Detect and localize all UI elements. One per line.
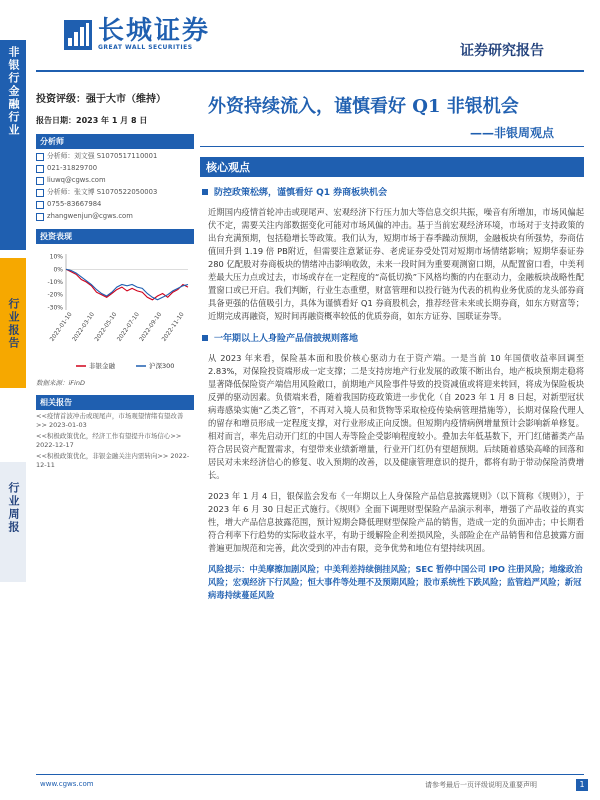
footer-url[interactable]: www.cgws.com	[40, 780, 94, 788]
related-section-head: 相关报告	[36, 395, 194, 410]
section-head-text: 防控政策松绑，谨慎看好 Q1 券商板块机会	[214, 188, 388, 198]
x-tick-label: 2022-11-10	[161, 311, 186, 343]
footer-divider	[36, 774, 584, 775]
y-tick-label: 10%	[49, 253, 63, 261]
main-content	[200, 156, 584, 602]
performance-chart-svg	[36, 248, 194, 376]
analyst-section-head: 分析师	[36, 134, 194, 149]
strip-industry-label: 非银行金融行业	[7, 46, 20, 137]
title-divider	[200, 146, 584, 147]
performance-chart	[36, 248, 194, 376]
analyst-line	[36, 164, 194, 173]
risk-label: 风险提示：	[208, 564, 250, 574]
x-tick-label: 2022-05-10	[94, 311, 119, 343]
legend-label: 沪深300	[149, 362, 175, 370]
series-line-0	[66, 269, 188, 300]
email-icon	[36, 213, 44, 221]
legend-label: 非银金融	[89, 362, 115, 370]
analyst-email[interactable]: liuwq@cgws.com	[47, 176, 106, 184]
report-date: 报告日期：2023 年 1 月 8 日	[36, 116, 148, 125]
x-tick-label: 2022-07-10	[116, 311, 141, 343]
risk-warning	[200, 563, 584, 602]
x-tick-label: 2022-09-10	[138, 311, 164, 343]
logo-text-cn: 长城证券	[98, 16, 211, 46]
logo-text-en: GREAT WALL SECURITIES	[98, 44, 193, 51]
left-strip	[0, 0, 26, 800]
report-subtitle: ——非银周观点	[470, 126, 555, 140]
page-number: 1	[576, 779, 588, 791]
chart-source: 数据来源：iFinD	[36, 379, 85, 387]
core-view-head: 核心观点	[200, 157, 584, 177]
analyst-text: 0755-83667984	[47, 200, 102, 208]
strip-report-kind	[0, 258, 26, 388]
paragraph-brokerage: 近期国内疫情首轮冲击或现尾声、宏观经济下行压力加大等信息交织共振，噪音有所增加，市场风偏起伏不定，需要关注内部数据变化可能对市场风偏的冲击。基于当前宏观经济环境，市场对于支持政策的出台充满预期，包括稳增长等政策。我们认为，短期市场于春季躁动预期，金融板块有所强势，券商估值回升到 1.19 倍 PB附近，但需要注意紧证券、老虎证券受处罚对短期市场情绪影响；短期华泰证券 280 亿配股对券商板块的情绪冲击影响收敛，未来一段时间为重要观测窗口期，从配置窗口看，中美利差最大压力点或过去，市场或存在一定程度的“高低切换”下风格均衡的内在驱动力，金融板块战略性配置窗口或已开启。我们判断，行业生态重塑，财富管理和以投行链为代表的机构业务优质的龙头部券商具备更强的估值吸引力，具体为谨慎看好 Q1 券商股机会，推荐经营未来或长期券商，如东方财富等；近期完成再融资，短时间再融资概率较低的优质券商，如东方证券、国联证券等。	[208, 207, 584, 321]
risk-text: 中美摩擦加剧风险；中美利差持续倒挂风险；SEC 暂停中国公司 IPO 注册风险；地缘政治风险；宏观经济下行风险；恒大事件等处理不及预期风险；股市系统性下跌风险；监管趋严风险；新冠病毒持续蔓延风险	[208, 564, 583, 600]
person-icon	[36, 153, 44, 161]
related-report-item[interactable]: <<积极政策优化，非银金融关注内需转向>> 2022-12-11	[36, 452, 190, 469]
y-tick-label: -10%	[47, 279, 63, 286]
y-tick-label: -30%	[47, 304, 63, 312]
analyst-text: 分析师：刘文强 S1070517110001	[47, 152, 158, 160]
logo	[64, 18, 210, 51]
investment-rating: 投资评级：强于大市（维持）	[36, 94, 166, 105]
phone-icon	[36, 165, 44, 173]
analyst-line	[36, 152, 194, 161]
analyst-line[interactable]	[36, 212, 194, 221]
header-divider	[36, 70, 584, 72]
x-tick-label: 2022-03-10	[71, 311, 97, 343]
related-report-item[interactable]: <<积极政策优化，经济工作有望提升市场信心>> 2022-12-17	[36, 432, 182, 449]
performance-section-head: 投资表现	[36, 229, 194, 244]
paragraph-insurance-rules: 2023 年 1 月 4 日，银保监会发布《一年期以上人身保险产品信息披露规则》（以下简称《规则》），于 2023 年 6 月 30 日起正式施行。《规则》全面下调理财型保险产品演示利率，增强了产品收益的真实性，增大产品信息披露范围，预计短期会降低理财型保险产品的销售，造成一定的负面冲击；中长期看符合利率下行趋势的实际收益水平，有助于缓解险企利差损风险，头部险企在产品销售和信息披露方面普遍更加规范和完善，此次受到的冲击有限，竞争优势和地位有望持续巩固。	[208, 491, 584, 553]
analyst-line[interactable]	[36, 176, 194, 185]
footer-disclaimer: 请参考最后一页评级说明及重要声明	[425, 781, 537, 789]
strip-industry	[0, 40, 26, 250]
bullet-square-icon	[202, 189, 208, 195]
section-head-insurance	[200, 331, 584, 344]
person-icon	[36, 189, 44, 197]
strip-sub-kind-label: 行业周报	[7, 482, 20, 534]
analyst-text: 分析师：张文博 S1070522050003	[47, 188, 158, 196]
section-head-text: 一年期以上人身险产品信披规则落地	[214, 334, 359, 344]
section-head-brokerage	[200, 185, 584, 198]
x-tick-label: 2022-01-10	[49, 311, 74, 343]
bullet-square-icon	[202, 335, 208, 341]
analyst-line	[36, 188, 194, 197]
analyst-line	[36, 200, 194, 209]
y-tick-label: 0%	[53, 266, 63, 274]
great-wall-logo-icon	[64, 20, 92, 50]
paragraph-insurance: 从 2023 年来看，保险基本面和股价核心驱动力在于资产端。一是当前 10 年国债收益率回调至 2.83%，对保险投资端形成一定支撑；二是支持房地产行业发展的政策不断出台，地产板块预期走稳将显著降低保险资产端信用风险敞口，前期地产风险事件导致的投资减值或将迎来转回，将成为保险板块反弹的驱动因素。负债端来看，随着我国防疫政策进一步优化（自 2023 年 1 月 8 日起，对新型冠状病毒感染实施“乙类乙管”，不再对入境人员和货物等采取检疫传染病管理措施等），长期对保险代理人的留存和增员形成一定程度支撑，对行业形成正向反馈。但短期内疫情病例增量预计会影响新单修复。相对而言，率先启动开门红的中国人寿等险企受影响程度较小。叠加去年低基数下，开门红储蓄类产品符合居民资产配置需求，有望带来业绩新增量，行业开门红仍有望超预期。后续随着感染高峰的回落和居民对未来经济信心的修复、收入预期的改善，以及健康管理意识的提升，都将有助于带动保险消费增长。	[208, 353, 584, 480]
strip-report-kind-label: 行业报告	[7, 298, 20, 350]
related-report-item[interactable]: <<疫情首波冲击或现尾声，市场观望情绪有望改善>> 2023-01-03	[36, 412, 184, 429]
report-type: 证券研究报告	[460, 43, 544, 59]
left-column	[36, 78, 194, 470]
strip-sub-kind	[0, 462, 26, 582]
report-title: 外资持续流入，谨慎看好 Q1 非银机会	[208, 96, 519, 117]
analyst-text: 021-31829700	[47, 164, 98, 172]
phone-icon	[36, 201, 44, 209]
email-icon	[36, 177, 44, 185]
y-tick-label: -20%	[47, 291, 63, 299]
analyst-email[interactable]: zhangwenjun@cgws.com	[47, 212, 133, 220]
